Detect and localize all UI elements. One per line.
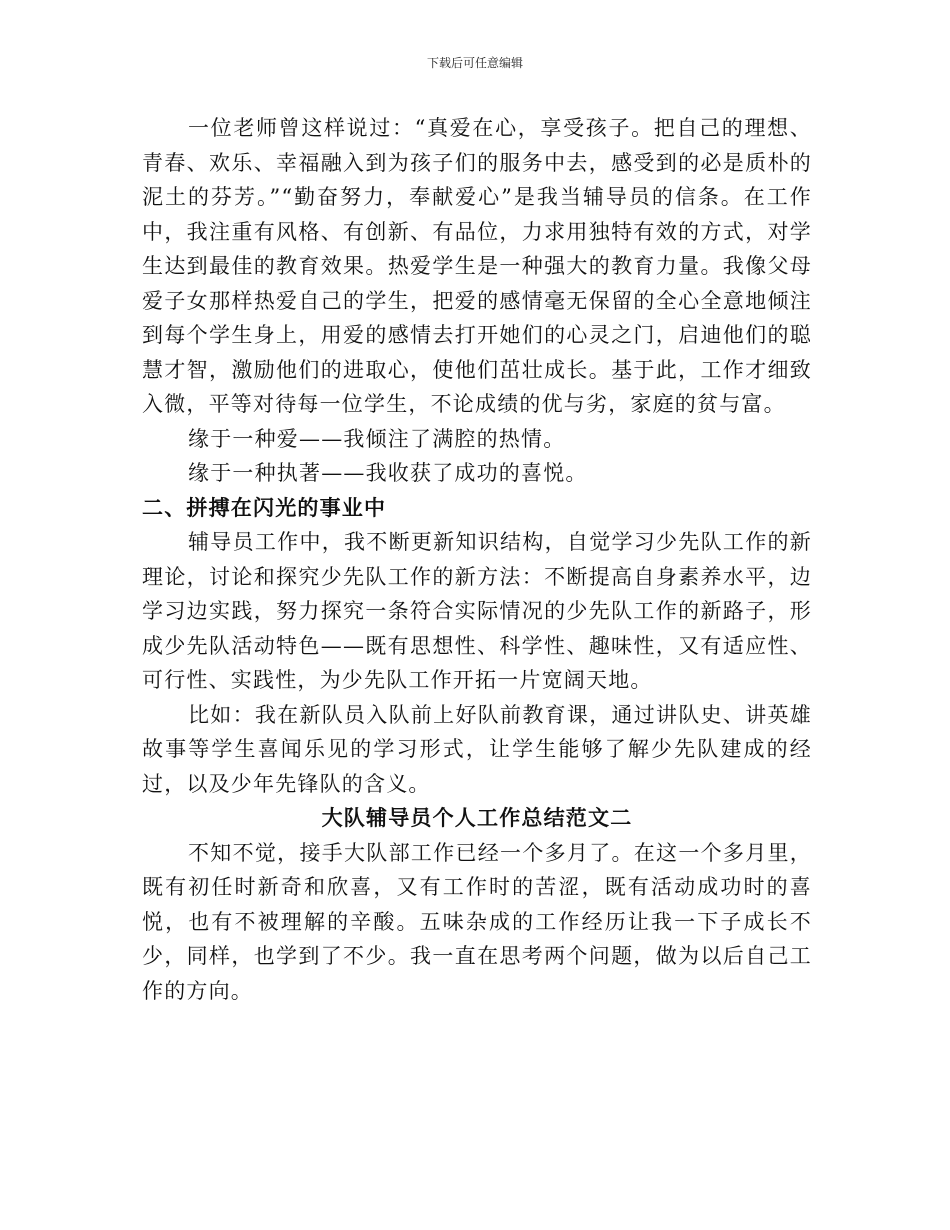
section-heading-2: 二、拼搏在闪光的事业中 [142, 495, 387, 520]
paragraph-persistence: 缘于一种执著——我收获了成功的喜悦。 [188, 461, 588, 485]
paragraph-teacher-quote: 一位老师曾这样说过：“真爱在心，享受孩子。把自己的理想、青春、欢乐、幸福融入到为孩子们的服务中去，感受到的必是质朴的泥土的芬芳。”“勤奋努力，奉献爱心”是我当辅导员的信条。在工作中，我注重有风格、有创新、有品位，力求用独特有效的方式，对学生达到最佳的教育效果。热爱学生是一种强大的教育力量。我像父母爱子女那样热爱自己的学生，把爱的感情毫无保留的全心全意地倾注到每个学生身上，用爱的感情去打开她们的心灵之门，启迪他们的聪慧才智，激励他们的进取心，使他们茁壮成长。基于此，工作才细致入微，平等对待每一位学生，不论成绩的优与劣，家庭的贫与富。 [142, 116, 812, 416]
paragraph-love: 缘于一种爱——我倾注了满腔的热情。 [188, 426, 566, 451]
document-title-2: 大队辅导员个人工作总结范文二 [321, 806, 633, 830]
paragraph-counselor-work: 辅导员工作中，我不断更新知识结构，自觉学习少先队工作的新理论，讨论和探究少先队工作的新方法：不断提高自身素养水平，边学习边实践，努力探究一条符合实际情况的少先队工作的新路子，形成少先队活动特色——既有思想性、科学性、趣味性，又有适应性、可行性、实践性，为少先队工作开拓一片宽阔天地。 [142, 530, 812, 692]
header-note: 下载后可任意编辑 [426, 56, 523, 70]
paragraph-one-month: 不知不觉，接手大队部工作已经一个多月了。在这一个多月里，既有初任时新奇和欣喜，又有工作时的苦涩，既有活动成功时的喜悦，也有不被理解的辛酸。五味杂成的工作经历让我一下子成长不少，同样，也学到了不少。我一直在思考两个问题，做为以后自己工作的方向。 [142, 840, 812, 1003]
document-body [142, 111, 812, 1008]
paragraph-example: 比如：我在新队员入队前上好队前教育课，通过讲队史、讲英雄故事等学生喜闻乐见的学习形式，让学生能够了解少先队建成的经过，以及少年先锋队的含义。 [142, 702, 812, 796]
